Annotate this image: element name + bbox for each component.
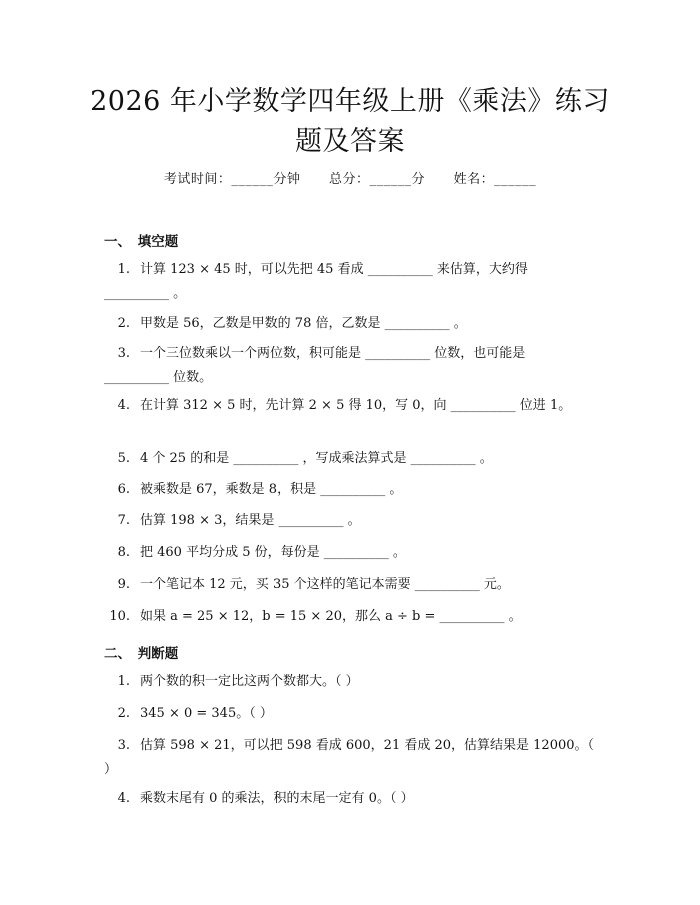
question-number: 1.	[117, 262, 130, 277]
question-number: 10.	[109, 609, 130, 624]
question-text: 两个数的积一定比这两个数都大。（ ）	[140, 674, 359, 689]
exam-meta	[0, 168, 700, 187]
question-number: 6.	[117, 482, 130, 497]
question-item	[104, 342, 594, 390]
question-text: 345 × 0 = 345。（ ）	[140, 706, 273, 721]
question-text: 估算 598 × 21，可以把 598 看成 600，21 看成 20，估算结果是 12000。（ ）	[104, 738, 595, 777]
question-text: 计算 123 × 45 时，可以先把 45 看成 __________ 来估算，大约得 __________ 。	[104, 262, 528, 301]
student-name: 姓名：______	[453, 172, 537, 187]
question-item	[104, 258, 594, 306]
question-text: 把 460 平均分成 5 份，每份是 __________ 。	[140, 545, 406, 560]
question-item	[104, 787, 594, 811]
question-item	[104, 670, 594, 694]
question-text: 估算 198 × 3，结果是 __________ 。	[140, 513, 361, 528]
question-item	[104, 509, 594, 533]
question-item	[104, 702, 594, 726]
question-number: 9.	[117, 577, 130, 592]
exam-time: 考试时间：______分钟	[163, 172, 301, 187]
question-text: 4 个 25 的和是 __________ ，写成乘法算式是 __________ 。	[140, 451, 493, 466]
question-item	[104, 541, 594, 565]
question-number: 1.	[117, 674, 130, 689]
page-title: 2026 年小学数学四年级上册《乘法》练习题及答案	[90, 86, 610, 157]
question-item	[104, 394, 594, 418]
question-item	[104, 478, 594, 502]
question-number: 8.	[117, 545, 130, 560]
question-text: 被乘数是 67，乘数是 8，积是 __________ 。	[140, 482, 403, 497]
question-item	[104, 734, 594, 782]
question-text: 如果 a = 25 × 12，b = 15 × 20，那么 a ÷ b = __________ 。	[140, 609, 522, 624]
question-text: 甲数是 56，乙数是甲数的 78 倍，乙数是 __________ 。	[140, 316, 467, 331]
question-number: 4.	[117, 791, 130, 806]
question-number: 7.	[117, 513, 130, 528]
section-heading-judge: 二、 判断题	[104, 646, 179, 662]
question-number: 5.	[117, 451, 130, 466]
exam-score: 总分：______分	[328, 172, 425, 187]
question-item	[104, 605, 594, 629]
question-text: 乘数末尾有 0 的乘法，积的末尾一定有 0。（ ）	[140, 791, 414, 806]
question-text: 一个笔记本 12 元，买 35 个这样的笔记本需要 __________ 元。	[140, 577, 510, 592]
question-text: 一个三位数乘以一个两位数，积可能是 __________ 位数，也可能是 __________ 位数。	[104, 346, 526, 385]
question-number: 3.	[117, 738, 130, 753]
question-item	[104, 312, 594, 336]
question-item	[104, 573, 594, 597]
question-text: 在计算 312 × 5 时，先计算 2 × 5 得 10，写 0，向 __________ 位进 1。	[140, 398, 572, 413]
question-number: 2.	[117, 316, 130, 331]
question-number: 3.	[117, 346, 130, 361]
question-item	[104, 447, 594, 471]
question-number: 2.	[117, 706, 130, 721]
section-heading-fill: 一、 填空题	[104, 234, 179, 250]
question-number: 4.	[117, 398, 130, 413]
